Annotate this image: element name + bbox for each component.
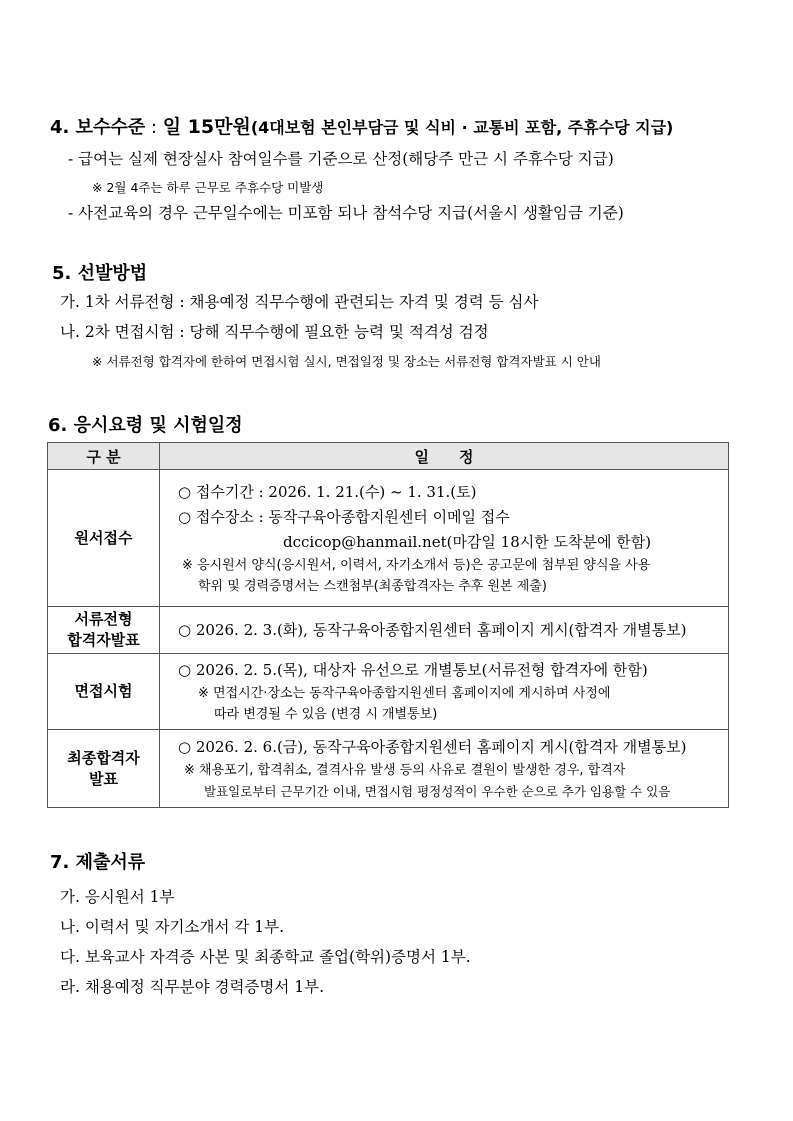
section-7-item-4: 라. 채용예정 직무분야 경력증명서 1부. xyxy=(60,978,325,996)
section-4-pay: 일 15만원 xyxy=(162,116,251,138)
header-category: 구 분 xyxy=(48,443,160,470)
row-note: 따라 변경될 수 있음 (변경 시 개별통보) xyxy=(214,707,438,722)
section-4-line-2: - 사전교육의 경우 근무일수에는 미포함 되나 참석수당 지급(서울시 생활임금 기준) xyxy=(68,204,624,222)
row-content-interview xyxy=(160,654,729,730)
section-4-note: ※ 2월 4주는 하루 근무로 주휴수당 미발생 xyxy=(92,180,324,195)
schedule-table xyxy=(47,442,729,808)
section-5-note: ※ 서류전형 합격자에 한하여 면접시험 실시, 면접일정 및 장소는 서류전형 합격자발표 시 안내 xyxy=(92,354,601,369)
row-note: ※ 채용포기, 합격취소, 결격사유 발생 등의 사유로 결원이 발생한 경우, 합격자 xyxy=(184,763,626,778)
row-line: ○ 2026. 2. 6.(금), 동작구육아종합지원센터 홈페이지 게시(합격자 개별통보) xyxy=(178,738,687,756)
row-note: ※ 응시원서 양식(응시원서, 이력서, 자기소개서 등)은 공고문에 첨부된 양식을 사용 xyxy=(182,557,651,573)
section-5-line-1: 가. 1차 서류전형 : 채용예정 직무수행에 관련되는 자격 및 경력 등 심사 xyxy=(60,293,539,311)
row-content-document-result xyxy=(160,607,729,654)
row-content-final-result xyxy=(160,730,729,808)
table-header-row xyxy=(48,443,729,470)
row-line: ○ 접수장소 : 동작구육아종합지원센터 이메일 접수 xyxy=(178,507,510,526)
table-row xyxy=(48,607,729,654)
row-label-final-result xyxy=(48,730,160,808)
row-label-document-result xyxy=(48,607,160,654)
section-4-pay-note: (4대보험 본인부담금 및 식비 · 교통비 포함, 주휴수당 지급) xyxy=(250,118,674,137)
row-label-line-2: 합격자발표 xyxy=(67,631,140,649)
row-line: ○ 2026. 2. 3.(화), 동작구육아종합지원센터 홈페이지 게시(합격자 개별통보) xyxy=(178,620,687,639)
section-4-colon: : xyxy=(145,117,163,138)
table-row xyxy=(48,654,729,730)
row-content-application xyxy=(160,470,729,607)
row-line: ○ 2026. 2. 5.(목), 대상자 유선으로 개별통보(서류전형 합격자에 한함) xyxy=(178,661,648,679)
table-row xyxy=(48,470,729,607)
section-7-item-1: 가. 응시원서 1부 xyxy=(60,888,175,906)
section-4-title: 4. 보수수준 xyxy=(50,117,146,138)
section-6-title: 6. 응시요령 및 시험일정 xyxy=(48,415,243,436)
row-line-email: dccicop@hanmail.net(마감일 18시한 도착분에 한함) xyxy=(283,532,652,551)
row-label-application: 원서접수 xyxy=(48,470,160,607)
row-label-interview: 면접시험 xyxy=(48,654,160,730)
section-4-line-1: - 급여는 실제 현장실사 참여일수를 기준으로 산정(해당주 만근 시 주휴수당 지급) xyxy=(68,150,614,168)
row-note: 학위 및 경력증명서는 스캔첨부(최종합격자는 추후 원본 제출) xyxy=(198,578,547,594)
section-7-title: 7. 제출서류 xyxy=(50,852,146,873)
table-row xyxy=(48,730,729,808)
row-note: 발표일로부터 근무기간 이내, 면접시험 평정성적이 우수한 순으로 추가 임용할 수 있음 xyxy=(204,784,671,799)
row-label-line-1: 서류전형 xyxy=(74,610,133,628)
row-note: ※ 면접시간·장소는 동작구육아종합지원센터 홈페이지에 게시하며 사정에 xyxy=(198,686,611,701)
section-5-line-2: 나. 2차 면접시험 : 당해 직무수행에 필요한 능력 및 적격성 검정 xyxy=(60,323,489,341)
section-7-item-3: 다. 보육교사 자격증 사본 및 최종학교 졸업(학위)증명서 1부. xyxy=(60,948,471,966)
section-4-heading xyxy=(50,112,673,139)
section-7-item-2: 나. 이력서 및 자기소개서 각 1부. xyxy=(60,918,285,936)
section-5-title: 5. 선발방법 xyxy=(52,263,148,284)
row-label-line-2: 발표 xyxy=(89,769,118,788)
row-label-line-1: 최종합격자 xyxy=(67,748,140,767)
header-schedule: 일 정 xyxy=(160,443,729,470)
row-line: ○ 접수기간 : 2026. 1. 21.(수) ~ 1. 31.(토) xyxy=(178,482,477,501)
